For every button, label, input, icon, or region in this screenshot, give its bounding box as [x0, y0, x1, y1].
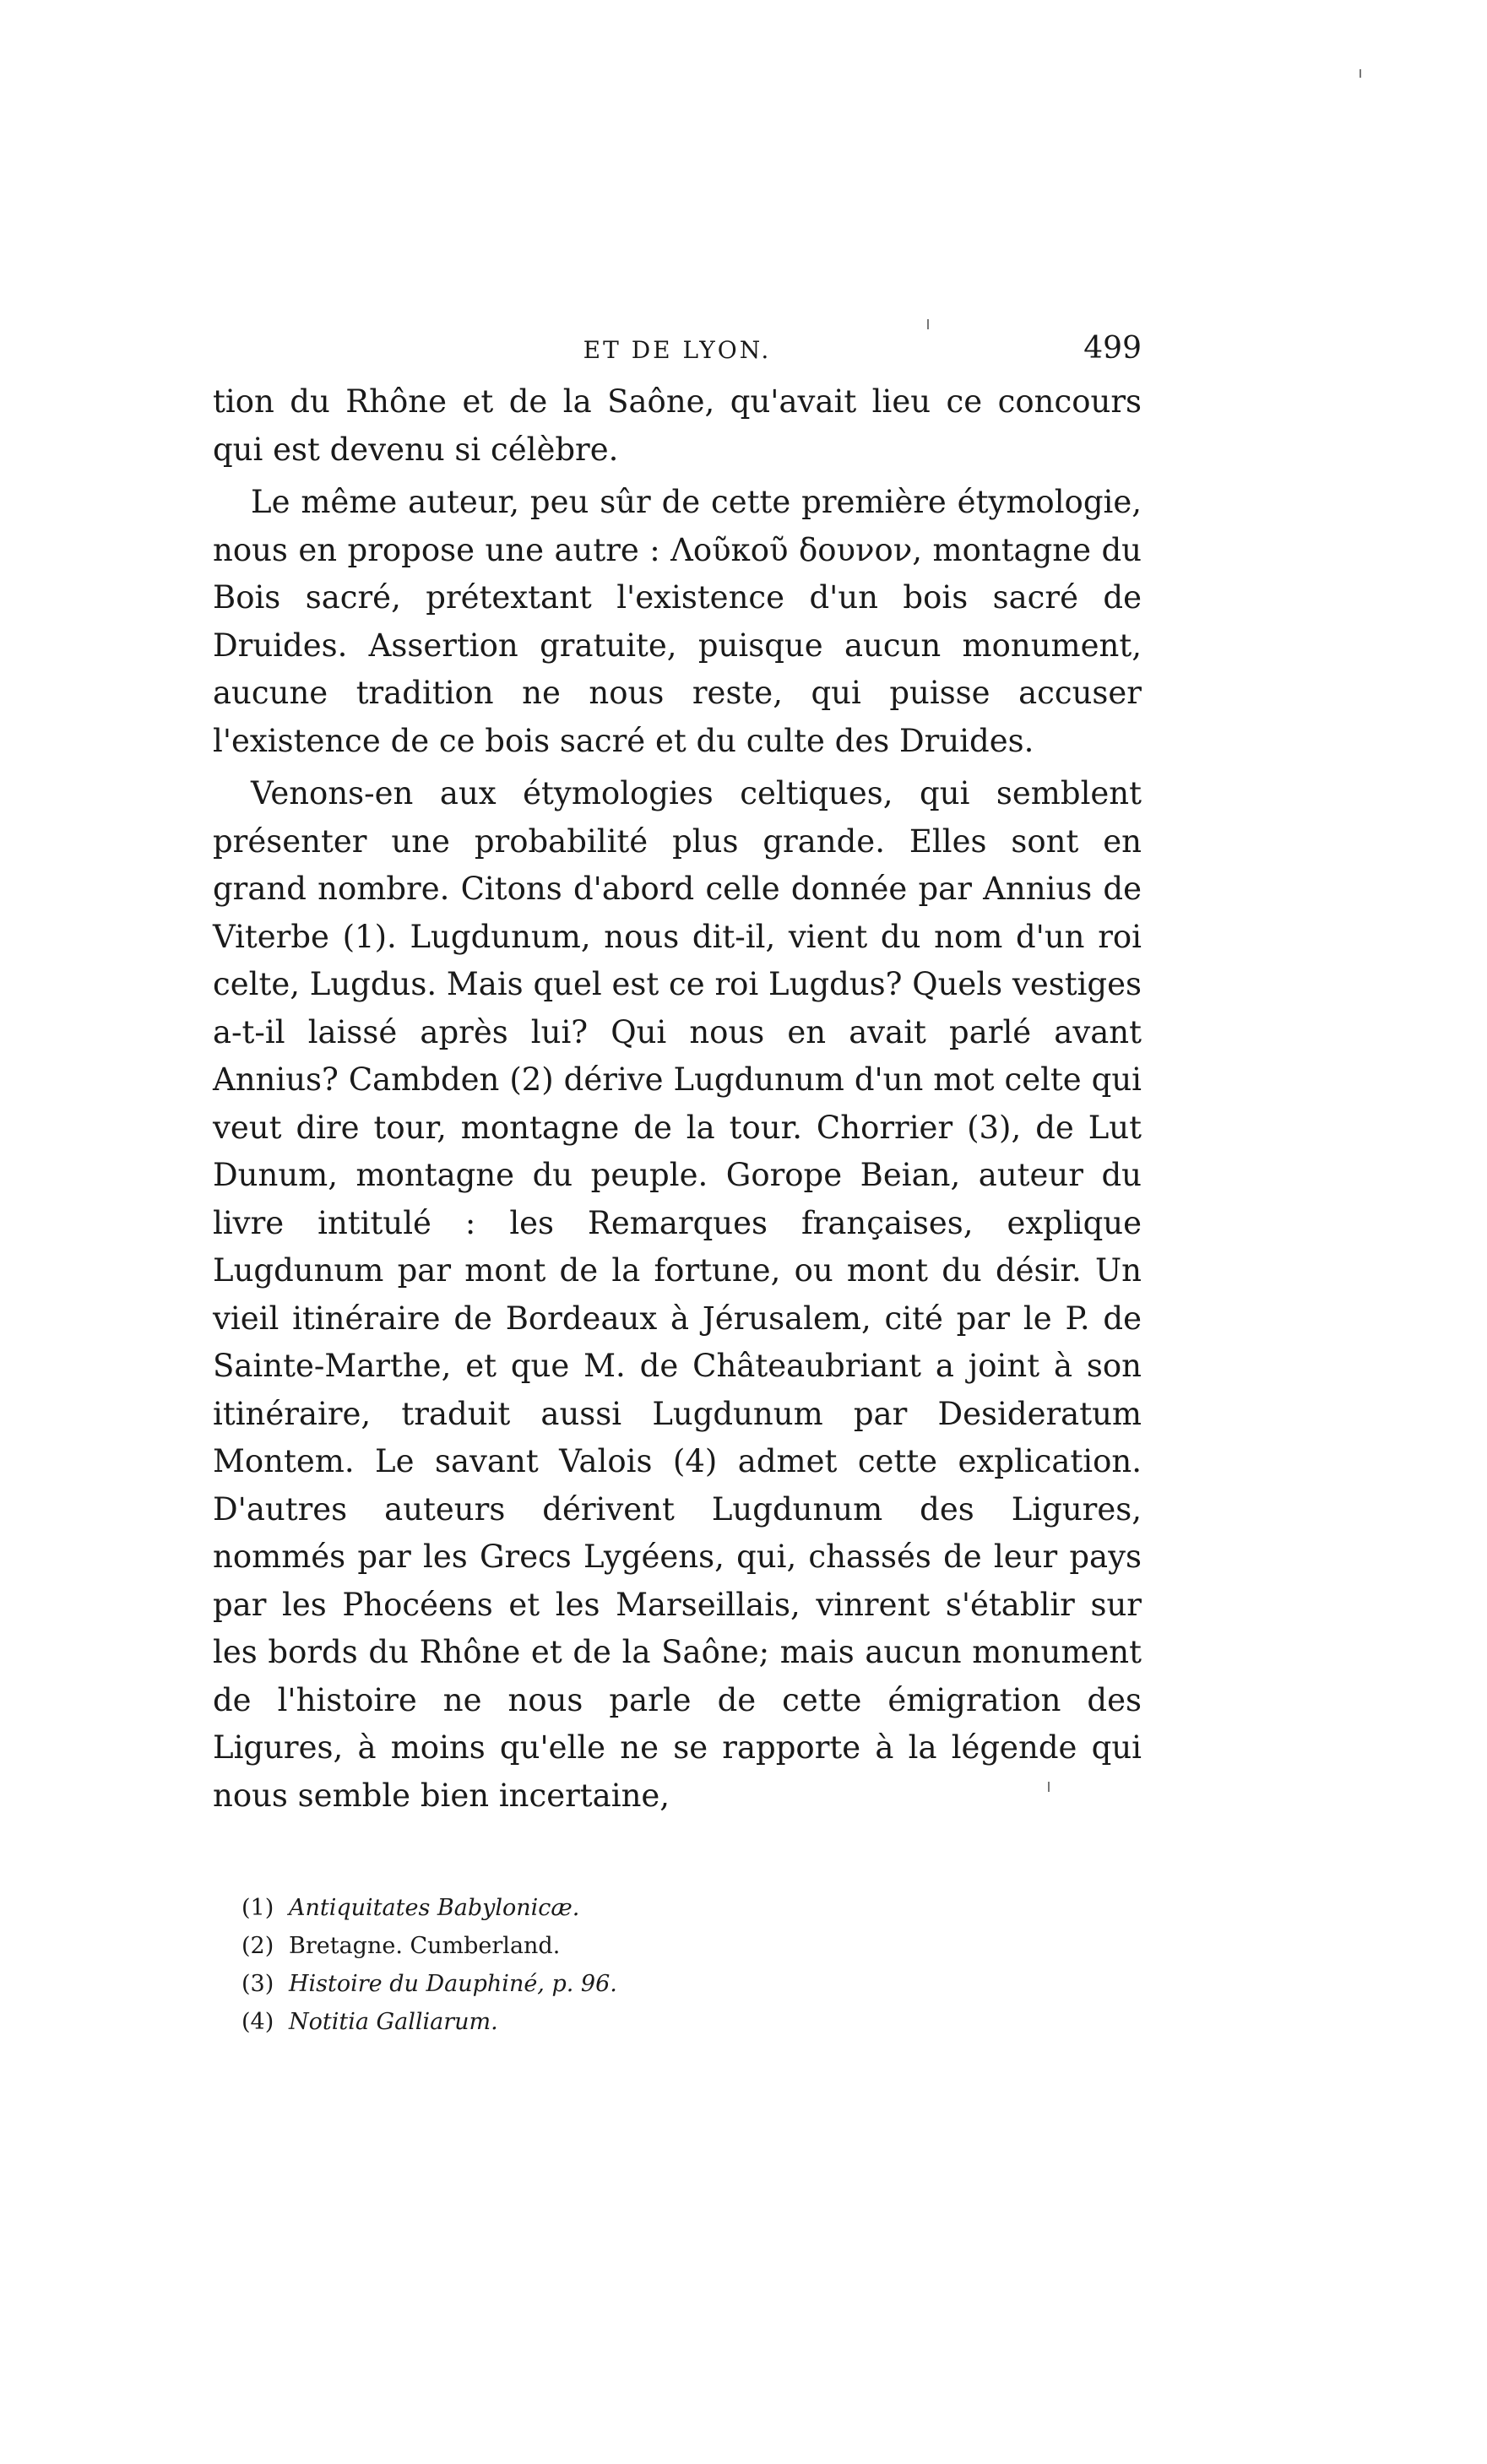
- page-number: 499: [1083, 331, 1142, 366]
- footnotes: [213, 1889, 1142, 2041]
- footnote-mark: (4): [242, 2009, 274, 2035]
- book-page: [213, 331, 1142, 2041]
- scan-speck: [1359, 69, 1361, 78]
- footnote-2: [242, 1927, 1142, 1965]
- scan-speck: [1048, 1782, 1050, 1792]
- running-title: ET DE LYON.: [583, 336, 772, 364]
- footnote-text: Antiquitates Babylonicæ.: [289, 1895, 580, 1921]
- paragraph-2: Le même auteur, peu sûr de cette première étymologie, nous en propose une autre : Λοῦκοῦ δουνον, montagne du Bois sacré, prétextant l'existence d'un bois sacré de Druides. Assertion gratuite, puisque aucun monument, aucune tradition ne nous reste, qui puisse accuser l'existence de ce bois sacré et du culte des Druides.: [213, 484, 1142, 759]
- body-text: [213, 378, 1142, 1820]
- running-head: [213, 331, 1142, 378]
- scan-speck: [927, 319, 929, 329]
- footnote-text: Notitia Galliarum.: [289, 2009, 498, 2035]
- footnote-mark: (3): [242, 1971, 274, 1997]
- paragraph-1: tion du Rhône et de la Saône, qu'avait lieu ce concours qui est devenu si célèbre.: [213, 383, 1142, 468]
- footnote-mark: (2): [242, 1933, 274, 1959]
- footnote-4: [242, 2003, 1142, 2041]
- footnote-text: Bretagne. Cumberland.: [289, 1933, 561, 1959]
- footnote-1: [242, 1889, 1142, 1927]
- paragraph-3: Venons-en aux étymologies celtiques, qui semblent présenter une probabilité plus grande. Elles sont en grand nombre. Citons d'abord celle donnée par Annius de Viterbe (1). Lugdunum, nous dit-il, vient du nom d'un roi celte, Lugdus. Mais quel est ce roi Lugdus? Quels vestiges a-t-il laissé après lui? Qui nous en avait parlé avant Annius? Cambden (2) dérive Lugdunum d'un mot celte qui veut dire tour, montagne de la tour. Chorrier (3), de Lut Dunum, montagne du peuple. Gorope Beian, auteur du livre intitulé : les Remarques françaises, explique Lugdunum par mont de la fortune, ou mont du désir. Un vieil itinéraire de Bordeaux à Jérusalem, cité par le P. de Sainte-Marthe, et que M. de Châteaubriant a joint à son itinéraire, traduit aussi Lugdunum par Desideratum Montem. Le savant Valois (4) admet cette explication. D'autres auteurs dérivent Lugdunum des Ligures, nommés par les Grecs Lygéens, qui, chassés de leur pays par les Phocéens et les Marseillais, vinrent s'établir sur les bords du Rhône et de la Saône; mais aucun monument de l'histoire ne nous parle de cette émigration des Ligures, à moins qu'elle ne se rapporte à la légende qui nous semble bien incertaine,: [213, 775, 1142, 1814]
- footnote-3: [242, 1965, 1142, 2003]
- footnote-mark: (1): [242, 1895, 274, 1921]
- footnote-text: Histoire du Dauphiné, p. 96.: [289, 1971, 617, 1997]
